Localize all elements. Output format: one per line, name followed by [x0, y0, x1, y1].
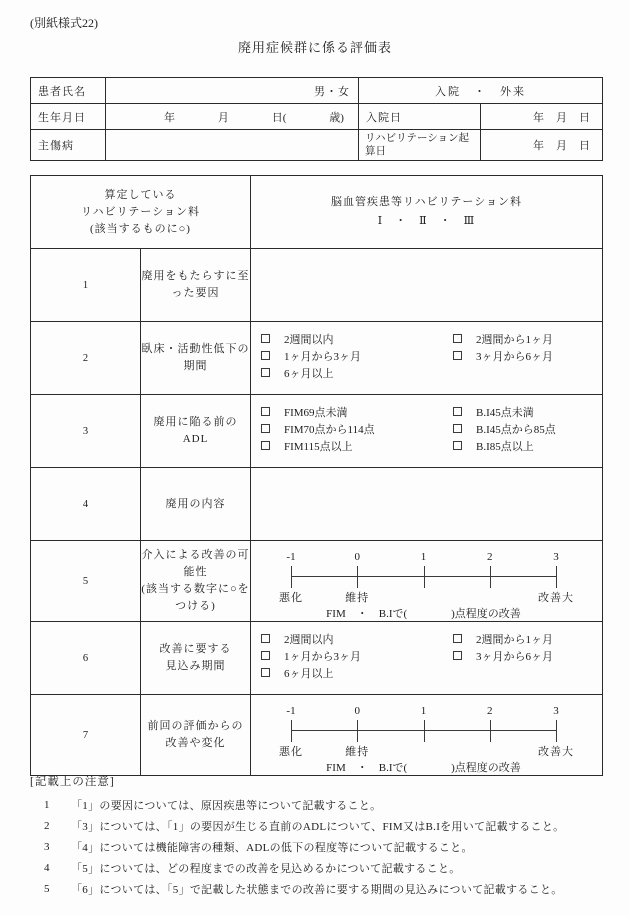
checkbox-icon[interactable]	[261, 441, 270, 450]
checkbox-label: 2週間以内	[284, 333, 334, 346]
scale-number[interactable]: 1	[420, 551, 427, 563]
month-label: 月	[217, 111, 229, 124]
scale-caption-maintain: 維持	[345, 746, 370, 758]
scale-tick	[556, 566, 557, 588]
notes-section	[30, 773, 608, 899]
assessment-table	[30, 175, 603, 776]
checkbox-option[interactable]	[453, 630, 553, 647]
admission-date-field[interactable]	[481, 104, 603, 130]
checkbox-icon[interactable]	[453, 351, 462, 360]
row-label-adl-before: 廃用に陥る前のADL	[141, 395, 251, 468]
checkbox-icon[interactable]	[453, 634, 462, 643]
checkbox-label: FIM115点以上	[284, 440, 353, 453]
checkbox-label: B.I45点から85点	[476, 423, 556, 436]
checkbox-option[interactable]	[261, 664, 453, 681]
checkbox-label: 6ヶ月以上	[284, 367, 334, 380]
scale-tick	[291, 566, 292, 588]
scale-numbers	[286, 705, 559, 719]
checkbox-icon[interactable]	[261, 651, 270, 660]
scale-caption-improve: 改善大	[538, 592, 574, 604]
row-number: 1	[31, 249, 141, 322]
rehab-start-date-field[interactable]	[481, 130, 603, 161]
sex-options[interactable]: 男・女	[106, 78, 359, 104]
scale-number[interactable]: 3	[553, 705, 559, 717]
scale-number[interactable]: 3	[553, 551, 559, 563]
checkbox-icon[interactable]	[261, 368, 270, 377]
checkbox-option[interactable]	[261, 330, 453, 347]
checkbox-icon[interactable]	[261, 634, 270, 643]
month-label: 月	[556, 111, 567, 124]
scale-number[interactable]: 0	[354, 551, 360, 563]
note-item	[30, 794, 608, 815]
scale-tick	[291, 720, 292, 742]
table-row-5	[31, 541, 603, 622]
expected-period-options	[251, 622, 603, 695]
checkbox-option[interactable]	[453, 647, 553, 664]
table-row-4	[31, 468, 603, 541]
scale-axis	[291, 719, 556, 743]
checkbox-label: FIM70点から114点	[284, 423, 375, 436]
patient-name-row	[31, 78, 603, 104]
scale-tick	[424, 720, 425, 742]
checkbox-icon[interactable]	[261, 668, 270, 677]
checkbox-option[interactable]	[453, 347, 553, 364]
row-label-improvement-possibility	[141, 541, 251, 622]
checkbox-icon[interactable]	[261, 424, 270, 433]
row-label-line: (該当する数字に○をつける)	[141, 583, 250, 612]
improvement-scale-area	[251, 541, 603, 622]
row-label-line: 介入による改善の可能性	[141, 549, 250, 578]
scale-tick	[357, 720, 358, 742]
page-title: 廃用症候群に係る評価表	[237, 40, 392, 55]
month-label: 月	[556, 140, 567, 152]
note-text: 「1」の要因については、原因疾患等について記載すること。	[71, 799, 382, 812]
checkbox-option[interactable]	[453, 330, 553, 347]
note-item	[30, 836, 608, 857]
year-label: 年	[164, 111, 175, 124]
checkbox-option[interactable]	[261, 630, 453, 647]
checkbox-label: B.I85点以上	[476, 440, 534, 453]
year-label: 年	[533, 111, 544, 124]
row-label-line: 前回の評価からの	[147, 720, 244, 732]
scale-number[interactable]: -1	[286, 551, 296, 563]
day-label: 日	[579, 111, 590, 124]
table-row-1	[31, 249, 603, 322]
checkbox-option[interactable]	[261, 647, 453, 664]
checkbox-option[interactable]	[261, 364, 453, 381]
day-label: 日(	[271, 111, 287, 124]
cerebrovascular-rehab-header[interactable]	[251, 176, 603, 249]
row-number: 5	[31, 541, 141, 622]
checkbox-label: 3ヶ月から6ヶ月	[476, 650, 553, 663]
rehab-grade-options[interactable]: Ⅰ ・ Ⅱ ・ Ⅲ	[377, 215, 476, 227]
note-item	[30, 857, 608, 878]
table-row-2	[31, 322, 603, 395]
patient-info-table	[30, 77, 603, 161]
birth-date-row	[31, 104, 603, 130]
note-text: 「5」については、どの程度までの改善を見込めるかについて記載すること。	[71, 862, 461, 875]
row-label-bedrest-period: 臥床・活動性低下の期間	[141, 322, 251, 395]
year-label: 年	[533, 140, 544, 152]
scale-tick	[357, 566, 358, 588]
row-label-expected-period	[141, 622, 251, 695]
scale-caption-worse: 悪化	[279, 592, 303, 604]
scale-caption-worse: 悪化	[279, 746, 303, 758]
row-number: 6	[31, 622, 141, 695]
admission-date-label: 入院日	[359, 104, 481, 130]
scale-tick	[424, 566, 425, 588]
note-item	[30, 878, 608, 899]
row-number: 7	[31, 695, 141, 776]
change-scale-area	[251, 695, 603, 776]
checkbox-option[interactable]	[453, 403, 556, 420]
scale-number[interactable]: 2	[487, 551, 493, 563]
checkbox-option[interactable]	[261, 420, 453, 437]
scale-captions	[279, 589, 574, 604]
bedrest-period-options	[251, 322, 603, 395]
note-number: 3	[44, 840, 50, 853]
note-number: 5	[44, 882, 50, 895]
scale-number[interactable]: 2	[487, 705, 493, 717]
notes-title: [記載上の注意]	[30, 776, 115, 788]
checkbox-icon[interactable]	[261, 351, 270, 360]
checkbox-icon[interactable]	[453, 334, 462, 343]
rehab-start-date-label: リハビリテーション起算日	[359, 130, 481, 161]
note-number: 1	[44, 798, 50, 811]
table-row-6	[31, 622, 603, 695]
row-label-cause: 廃用をもたらすに至った要因	[141, 249, 251, 322]
scale-number[interactable]: -1	[286, 705, 296, 717]
patient-name-label: 患者氏名	[31, 78, 106, 104]
scale-caption-improve: 改善大	[538, 746, 574, 758]
checkbox-option[interactable]	[261, 403, 453, 420]
adl-before-options	[251, 395, 603, 468]
header-line: 算定している	[104, 188, 177, 201]
checkbox-option[interactable]	[261, 437, 453, 454]
rehab-fee-header	[31, 176, 251, 249]
checkbox-option[interactable]	[453, 420, 556, 437]
header-line: 脳血管疾患等リハビリテーション料	[330, 196, 522, 208]
fim-improvement-line[interactable]: FIM ・ B.Iで( )点程度の改善	[326, 608, 521, 620]
checkbox-icon[interactable]	[261, 334, 270, 343]
checkbox-icon[interactable]	[453, 407, 462, 416]
checkbox-label: 1ヶ月から3ヶ月	[284, 650, 361, 663]
cause-input-area[interactable]	[251, 249, 603, 322]
main-disease-row	[31, 130, 603, 161]
checkbox-option[interactable]	[453, 437, 556, 454]
main-disease-label: 主傷病	[31, 130, 106, 161]
row-label-change-since-last	[141, 695, 251, 776]
checkbox-icon[interactable]	[453, 651, 462, 660]
checkbox-option[interactable]	[261, 347, 453, 364]
day-label: 日	[579, 140, 590, 152]
row-number: 2	[31, 322, 141, 395]
scale-number[interactable]: 1	[420, 705, 427, 717]
rating-scale[interactable]	[279, 551, 574, 621]
checkbox-label: B.I45点未満	[476, 406, 534, 419]
checkbox-label: 2週間から1ヶ月	[476, 333, 553, 346]
row-label-disuse-content: 廃用の内容	[141, 468, 251, 541]
note-text: 「6」については、「5」で記載した状態までの改善に要する期間の見込みについて記載すること。	[71, 883, 563, 896]
scale-tick	[556, 720, 557, 742]
scale-axis	[291, 565, 556, 589]
note-text: 「3」については、「1」の要因が生じる直前のADLについて、FIM又はB.Iを用いて記載すること。	[71, 820, 565, 833]
main-disease-field[interactable]	[106, 130, 359, 161]
header-line: リハビリテーション料	[80, 205, 200, 218]
checkbox-label: 6ヶ月以上	[284, 667, 334, 680]
row-label-line: 改善に要する	[159, 643, 232, 655]
note-number: 2	[44, 819, 50, 832]
checkbox-icon[interactable]	[261, 407, 270, 416]
checkbox-label: 2週間以内	[284, 633, 334, 646]
checkbox-label: 1ヶ月から3ヶ月	[284, 350, 361, 363]
checkbox-label: FIM69点未満	[284, 406, 348, 419]
scale-tick	[490, 566, 491, 588]
scale-captions	[279, 743, 574, 758]
table-row-3	[31, 395, 603, 468]
note-number: 4	[44, 861, 50, 874]
checkbox-icon[interactable]	[453, 424, 462, 433]
checkbox-icon[interactable]	[453, 441, 462, 450]
header-line: (該当するものに○)	[90, 222, 191, 235]
fim-improvement-line[interactable]: FIM ・ B.Iで( )点程度の改善	[326, 762, 521, 774]
row-label-line: 改善や変化	[165, 737, 226, 749]
note-item	[30, 815, 608, 836]
rating-scale[interactable]	[279, 705, 574, 775]
table-row-7	[31, 695, 603, 776]
age-label: 歳)	[329, 111, 344, 124]
disuse-content-input-area[interactable]	[251, 468, 603, 541]
note-text: 「4」については機能障害の種類、ADLの低下の程度等について記載すること。	[71, 841, 473, 854]
assessment-header-row	[31, 176, 603, 249]
scale-caption-maintain: 維持	[345, 592, 370, 604]
scale-number[interactable]: 0	[354, 705, 360, 717]
form-code: (別紙様式22)	[30, 16, 98, 30]
row-number: 3	[31, 395, 141, 468]
checkbox-label: 3ヶ月から6ヶ月	[476, 350, 553, 363]
scale-numbers	[286, 551, 559, 565]
visit-options[interactable]: 入院 ・ 外来	[359, 78, 603, 104]
birth-date-field[interactable]	[106, 104, 359, 130]
row-label-line: 見込み期間	[165, 660, 226, 672]
checkbox-label: 2週間から1ヶ月	[476, 633, 553, 646]
row-number: 4	[31, 468, 141, 541]
birth-date-label: 生年月日	[31, 104, 106, 130]
scale-tick	[490, 720, 491, 742]
